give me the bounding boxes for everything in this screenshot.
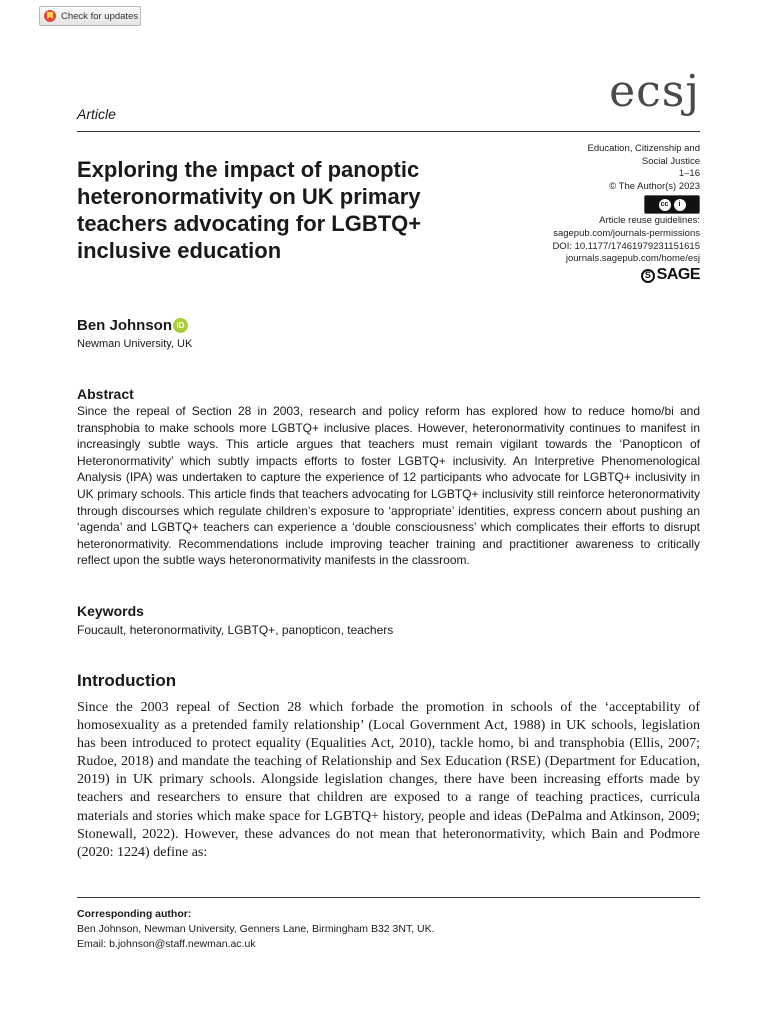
reuse-guidelines-link[interactable]: sagepub.com/journals-permissions: [553, 227, 700, 239]
check-for-updates-label: Check for updates: [61, 10, 139, 22]
orcid-icon[interactable]: iD: [173, 318, 188, 333]
check-for-updates-button[interactable]: [39, 6, 141, 26]
introduction-text: Since the 2003 repeal of Section 28 which forbade the promotion in schools of the ‘acceptability of homosexuality as a pretended family relationship’ (Local Government Act, 1988) in UK schools, legislation has been introduced to protect equality (Equalities Act, 2010), tackle homo, bi and transphobia (Ellis, 2007; Rudoe, 2018) and mandate the teaching of Relationship and Sex Education (RSE) (Department for Education, 2019) in UK primary schools. Alongside legislation changes, there have been increasing efforts made by teachers and researchers to ensure that children are exposed to a range of teaching practices, curricula materials and stories which make space for LGBTQ+ history, people and ideas (DePalma and Atkinson, 2009; Stonewall, 2022). However, these advances do not mean that heteronormativity, which Bain and Podmore (2020: 1224) define as:: [77, 700, 700, 860]
journal-logo: ecsj: [609, 66, 700, 117]
corresponding-author-address: Ben Johnson, Newman University, Genners Lane, Birmingham B32 3NT, UK.: [77, 923, 435, 935]
author-affiliation: Newman University, UK: [77, 338, 193, 350]
page-range: 1–16: [678, 168, 700, 180]
by-icon: i: [674, 199, 686, 211]
journal-home-link[interactable]: journals.sagepub.com/home/esj: [565, 253, 700, 265]
publisher-name: SAGE: [656, 266, 700, 284]
author-name: Ben Johnson: [77, 317, 173, 334]
article-type: Article: [77, 106, 116, 122]
copyright: © The Author(s) 2023: [609, 180, 700, 192]
doi-link[interactable]: DOI: 10.1177/17461979231151615: [552, 240, 700, 252]
corresponding-author-label: Corresponding author:: [77, 908, 192, 920]
cc-icon: cc: [659, 199, 671, 211]
keywords-heading: Keywords: [77, 603, 144, 619]
article-title: Exploring the impact of panoptic heteronormativity on UK primary teachers advocating for LGBTQ+ inclusive education: [77, 157, 422, 263]
footnote-divider: [77, 897, 700, 898]
corresponding-author-email[interactable]: Email: b.johnson@staff.newman.ac.uk: [77, 938, 256, 950]
abstract-heading: Abstract: [77, 386, 134, 402]
bookmark-icon: [44, 10, 56, 22]
introduction-heading: Introduction: [77, 671, 177, 690]
corresponding-author: [77, 907, 435, 952]
license-badge-row: [500, 193, 700, 215]
abstract-text: Since the repeal of Section 28 in 2003, research and policy reform has explored how to reduce homo/bi and transphobia to make schools more LGBTQ+ inclusive places. However, heteronormativity continues to manifest in increasingly subtle ways. This article argues that teachers must remain vigilant towards the ‘Panopticon of Heteronormativity’ which subtly impacts efforts to foster LGBTQ+ inclusivity. An Interpretive Phenomenological Analysis (IPA) was undertaken to capture the experience of 12 participants who advocate for LGBTQ+ inclusivity in UK primary schools. This article finds that teachers advocating for LGBTQ+ inclusivity still reinforce heteronormativity through discourses which regulate children’s exposure to ‘appropriate’ identities, express concern about pushing an ‘agenda’ and LGBTQ+ teachers can experience a ‘double consciousness’ which complicates their efforts to disrupt heteronormativity. Recommendations include improving teacher training and practitioner awareness to critically reflect upon the subtle ways heteronormativity manifests in the classroom.: [77, 404, 700, 568]
author: [77, 317, 188, 334]
journal-name-line1: Education, Citizenship and: [587, 143, 700, 154]
keywords-text: Foucault, heteronormativity, LGBTQ+, panopticon, teachers: [77, 623, 394, 637]
journal-meta: [500, 143, 700, 283]
header-divider: [77, 131, 700, 132]
cc-license-badge[interactable]: [644, 195, 700, 214]
journal-name-line2: Social Justice: [641, 155, 700, 167]
reuse-guidelines-label: Article reuse guidelines:: [599, 215, 700, 227]
sage-s-icon: S: [641, 269, 655, 283]
publisher-logo: [641, 266, 700, 284]
